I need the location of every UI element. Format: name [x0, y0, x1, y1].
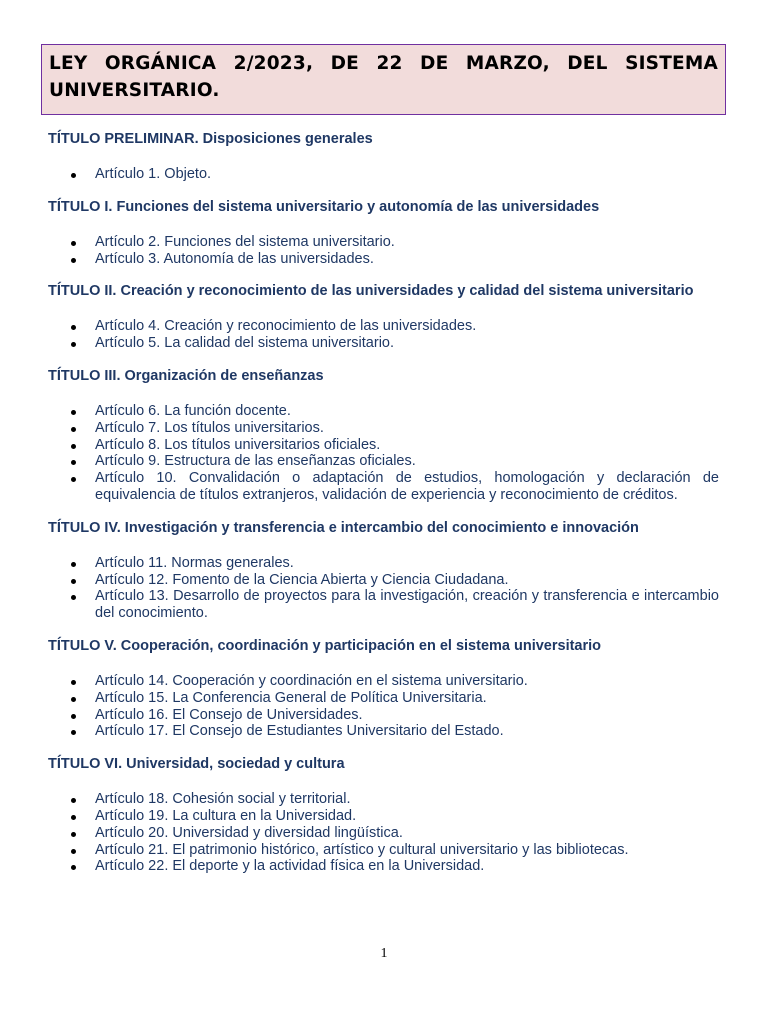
article-list-item: Artículo 2. Funciones del sistema universitario.	[48, 234, 719, 251]
article-list-item: Artículo 8. Los títulos universitarios oficiales.	[48, 437, 719, 454]
toc-section	[48, 199, 719, 268]
article-list	[48, 555, 719, 622]
article-list-item: Artículo 18. Cohesión social y territorial.	[48, 791, 719, 808]
page-number: 1	[380, 946, 388, 961]
article-list-item: Artículo 7. Los títulos universitarios.	[48, 420, 719, 437]
article-list-item: Artículo 11. Normas generales.	[48, 555, 719, 572]
section-heading: TÍTULO I. Funciones del sistema universitario y autonomía de las universidades	[48, 198, 600, 215]
article-list	[48, 673, 719, 740]
article-list	[48, 234, 719, 268]
section-heading: TÍTULO III. Organización de enseñanzas	[48, 367, 324, 384]
article-list-item: Artículo 14. Cooperación y coordinación en el sistema universitario.	[48, 673, 719, 690]
article-list-item: Artículo 17. El Consejo de Estudiantes Universitario del Estado.	[48, 723, 719, 740]
table-of-contents	[48, 131, 719, 891]
article-list-item: Artículo 12. Fomento de la Ciencia Abierta y Ciencia Ciudadana.	[48, 572, 719, 589]
toc-section	[48, 520, 719, 622]
section-heading: TÍTULO V. Cooperación, coordinación y participación en el sistema universitario	[48, 637, 602, 654]
toc-section	[48, 368, 719, 504]
document-title: LEY ORGÁNICA 2/2023, DE 22 DE MARZO, DEL SISTEMA UNIVERSITARIO.	[49, 53, 718, 101]
article-list-item: Artículo 10. Convalidación o adaptación de estudios, homologación y declaración de equivalencia de títulos extranjeros, validación de experiencia y reconocimiento de créditos.	[48, 470, 719, 504]
article-list-item: Artículo 4. Creación y reconocimiento de las universidades.	[48, 318, 719, 335]
toc-section	[48, 638, 719, 740]
article-list-item: Artículo 22. El deporte y la actividad física en la Universidad.	[48, 858, 719, 875]
article-list-item: Artículo 5. La calidad del sistema universitario.	[48, 335, 719, 352]
article-list-item: Artículo 20. Universidad y diversidad lingüística.	[48, 825, 719, 842]
toc-section	[48, 756, 719, 875]
article-list-item: Artículo 21. El patrimonio histórico, artístico y cultural universitario y las bibliotecas.	[48, 842, 719, 859]
article-list-item: Artículo 9. Estructura de las enseñanzas oficiales.	[48, 453, 719, 470]
article-list-item: Artículo 19. La cultura en la Universidad.	[48, 808, 719, 825]
toc-section	[48, 283, 719, 352]
section-heading: TÍTULO PRELIMINAR. Disposiciones generales	[48, 131, 373, 147]
article-list-item: Artículo 3. Autonomía de las universidades.	[48, 251, 719, 268]
document-title-box	[41, 44, 726, 115]
article-list-item: Artículo 13. Desarrollo de proyectos para la investigación, creación y transferencia e intercambio del conocimiento.	[48, 588, 719, 622]
article-list	[48, 166, 719, 183]
section-heading: TÍTULO II. Creación y reconocimiento de las universidades y calidad del sistema universitario	[48, 283, 694, 300]
article-list	[48, 403, 719, 504]
article-list	[48, 791, 719, 875]
article-list	[48, 318, 719, 352]
section-heading: TÍTULO VI. Universidad, sociedad y cultura	[48, 756, 345, 773]
article-list-item: Artículo 16. El Consejo de Universidades.	[48, 707, 719, 724]
article-list-item: Artículo 6. La función docente.	[48, 403, 719, 420]
article-list-item: Artículo 1. Objeto.	[48, 166, 719, 183]
section-heading: TÍTULO IV. Investigación y transferencia e intercambio del conocimiento e innovación	[48, 519, 639, 536]
toc-section	[48, 131, 719, 183]
article-list-item: Artículo 15. La Conferencia General de Política Universitaria.	[48, 690, 719, 707]
